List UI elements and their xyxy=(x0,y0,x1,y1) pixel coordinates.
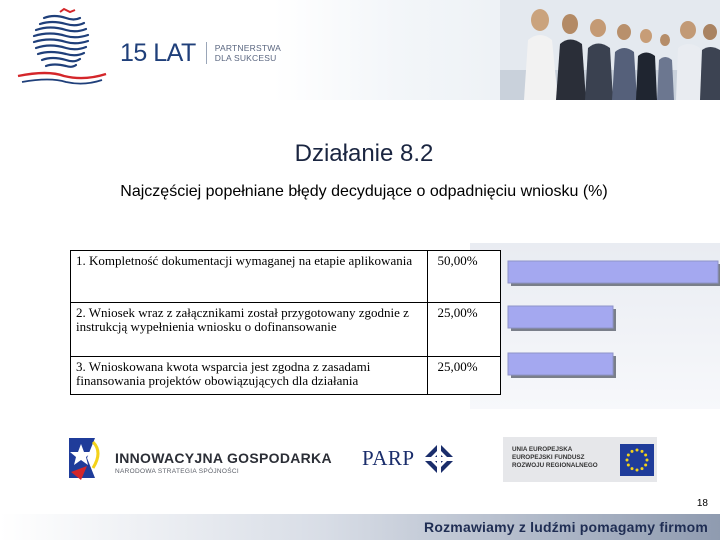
parp-diamond-icon xyxy=(422,442,456,476)
brand-15-lat: 15 LAT xyxy=(120,38,196,67)
table-cell-value: 25,00% xyxy=(428,357,501,395)
ig-star-icon xyxy=(65,432,109,484)
parp-logo xyxy=(362,440,462,478)
eu-star-icon xyxy=(644,454,647,457)
eu-star-icon xyxy=(636,469,639,472)
eu-star-icon xyxy=(631,450,634,453)
slide-subtitle: Najczęściej popełniane błędy decydujące o odpadnięciu wniosku (%) xyxy=(120,183,608,200)
eu-flag-icon xyxy=(620,444,654,476)
brand-tagline-line1: PARTNERSTWA xyxy=(214,43,282,53)
brand-tagline xyxy=(215,43,281,63)
brand-text xyxy=(120,38,281,68)
header-banner xyxy=(0,0,720,100)
business-people-photo xyxy=(500,0,720,100)
eu-star-icon xyxy=(627,454,630,457)
slide-title: Działanie 8.2 xyxy=(294,140,434,167)
eu-star-icon xyxy=(644,464,647,467)
eu-text-line3: ROZWOJU REGIONALNEGO xyxy=(512,462,598,469)
ig-title: INNOWACYJNA GOSPODARKA xyxy=(115,450,332,466)
bar-3 xyxy=(508,353,613,375)
eu-star-icon xyxy=(641,467,644,470)
errors-table xyxy=(70,250,501,395)
table-row xyxy=(71,251,501,303)
eu-star-icon xyxy=(627,464,630,467)
footer-bar xyxy=(0,514,720,540)
parp-wordmark: PARP xyxy=(362,446,415,470)
eu-text-line2: EUROPEJSKI FUNDUSZ xyxy=(512,454,585,461)
brand-tagline-line2: DLA SUKCESU xyxy=(214,53,277,63)
bar-2 xyxy=(508,306,613,328)
eu-fund-logo xyxy=(503,437,657,482)
anniversary-logo-icon xyxy=(14,6,110,90)
ig-text xyxy=(115,450,332,475)
bar-1 xyxy=(508,261,718,283)
table-cell-value: 50,00% xyxy=(428,251,501,303)
ig-subtitle: NARODOWA STRATEGIA SPÓJNOŚCI xyxy=(115,468,239,475)
eu-star-icon xyxy=(636,449,639,452)
eu-text xyxy=(512,446,598,470)
table-row xyxy=(71,303,501,357)
eu-text-line1: UNIA EUROPEJSKA xyxy=(512,446,573,453)
eu-star-icon xyxy=(626,459,629,462)
bar-chart xyxy=(470,243,720,409)
brand-divider xyxy=(206,42,207,64)
footer-slogan: Rozmawiamy z ludźmi pomagamy firmom xyxy=(424,519,708,535)
eu-star-icon xyxy=(646,459,649,462)
eu-star-icon xyxy=(631,467,634,470)
eu-star-icon xyxy=(641,450,644,453)
page-number: 18 xyxy=(696,498,708,509)
table-cell-value: 25,00% xyxy=(428,303,501,357)
table-cell-label: 1. Kompletność dokumentacji wymaganej na etapie aplikowania xyxy=(71,251,428,303)
table-row xyxy=(71,357,501,395)
innowacyjna-gospodarka-logo xyxy=(65,432,332,484)
table-cell-label: 3. Wnioskowana kwota wsparcia jest zgodna z zasadami finansowania projektów obowiązujących dla działania xyxy=(71,357,428,395)
table-cell-label: 2. Wniosek wraz z załącznikami został przygotowany zgodnie z instrukcją wypełnienia wniosku o dofinansowanie xyxy=(71,303,428,357)
